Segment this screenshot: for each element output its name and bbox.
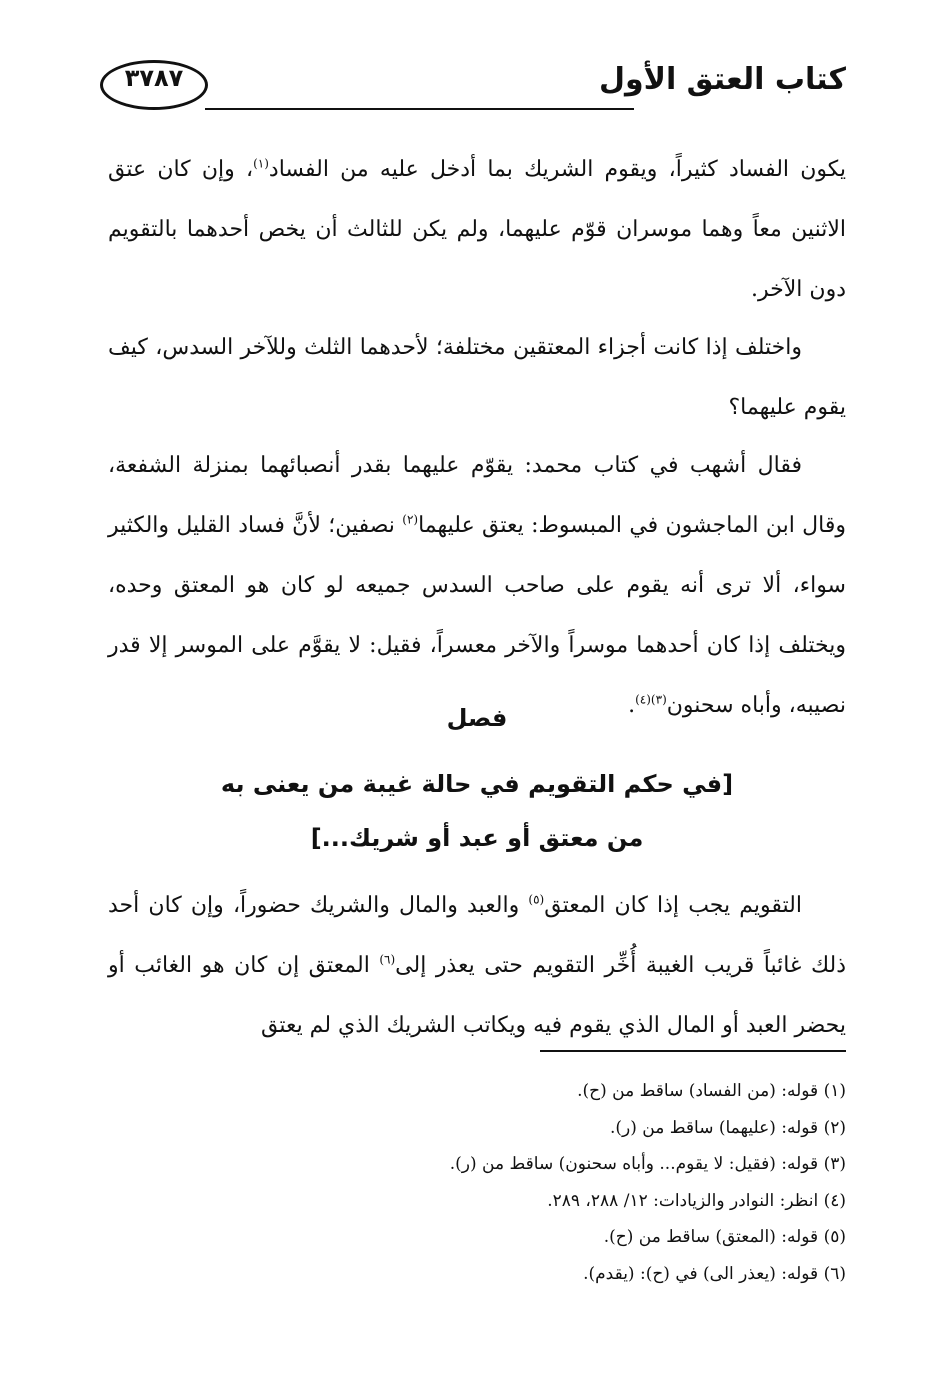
footnote-1: (١) قوله: (من الفساد) ساقط من (ح).: [577, 1081, 846, 1101]
footnote-3: (٣) قوله: (فقيل: لا يقوم... وأباه سحنون) ساقط من (ر).: [449, 1154, 846, 1174]
paragraph-3-text-c: .: [628, 693, 636, 718]
paragraph-1: [108, 140, 846, 320]
paragraph-3-text-b: نصفين؛ لأنَّ فساد القليل والكثير سواء، ألا ترى أنه يقوم على صاحب السدس جميعه لو كان هو المعتق وحده، ويختلف إذا كان أحدهما موسراً والآخر معسراً، فقيل: لا يقوَّم على الموسر إلا قدر نصيبه، وأباه سحنون: [108, 513, 846, 718]
footnotes-list: [108, 1076, 846, 1295]
footnote-ref-2: (٢): [402, 512, 419, 527]
footnote-ref-1: (١): [253, 156, 269, 171]
paragraph-3: [108, 436, 846, 736]
paragraph-3-text-a: فقال أشهب في كتاب محمد: يقوّم عليهما بقدر أنصبائهما بمنزلة الشفعة، وقال ابن الماجشون في المبسوط: يعتق عليهما: [108, 453, 846, 538]
footnote-ref-6: (٦): [379, 952, 396, 967]
footnote-ref-3-4: (٣)(٤): [635, 692, 667, 707]
page-number: ٣٧٨٧: [124, 64, 184, 92]
footnote-5: (٥) قوله: (المعتق) ساقط من (ح).: [603, 1227, 846, 1247]
paragraph-4-text-b: والعبد والمال والشريك حضوراً، وإن كان أحد ذلك غائباً قريب الغيبة أُخِّر التقويم حتى يعذر إلى: [108, 893, 846, 978]
paragraph-4: [108, 876, 846, 1056]
paragraph-4-text-c: المعتق إن كان هو الغائب أو يحضر العبد أو المال الذي يقوم فيه ويكاتب الشريك الذي لم يعتق: [108, 953, 846, 1038]
paragraph-1-text-a: يكون الفساد كثيراً، ويقوم الشريك بما أدخل عليه من الفساد: [268, 157, 847, 182]
header-rule: [205, 108, 634, 110]
section-heading-fasl: فصل: [446, 704, 508, 732]
footnote-ref-5: (٥): [528, 892, 545, 907]
footnote-4: (٤) انظر: النوادر والزيادات: ١٢/ ٢٨٨، ٢٨٩.: [547, 1190, 846, 1211]
section-subtitle-line-1: [في حكم التقويم في حالة غيبة من يعنى به: [220, 770, 734, 798]
footnote-6: (٦) قوله: (يعذر الى) في (ح): (يقدم).: [583, 1263, 846, 1284]
section-subtitle-line-2: من معتق أو عبد أو شريك...]: [310, 824, 644, 852]
footnote-2: (٢) قوله: (عليهما) ساقط من (ر).: [610, 1117, 846, 1138]
running-header-title: كتاب العتق الأول: [598, 62, 846, 97]
paragraph-4-text-a: التقويم يجب إذا كان المعتق: [544, 893, 802, 918]
paragraph-2-text: واختلف إذا كانت أجزاء المعتقين مختلفة؛ لأحدهما الثلث وللآخر السدس، كيف يقوم عليهما؟: [108, 335, 846, 420]
footnote-separator: [540, 1050, 846, 1052]
paragraph-2: [108, 318, 846, 438]
paragraph-1-text-b: ، وإن كان عتق الاثنين معاً وهما موسران قوّم عليهما، ولم يكن للثالث أن يخص أحدهما بالتقويم دون الآخر.: [108, 157, 846, 302]
